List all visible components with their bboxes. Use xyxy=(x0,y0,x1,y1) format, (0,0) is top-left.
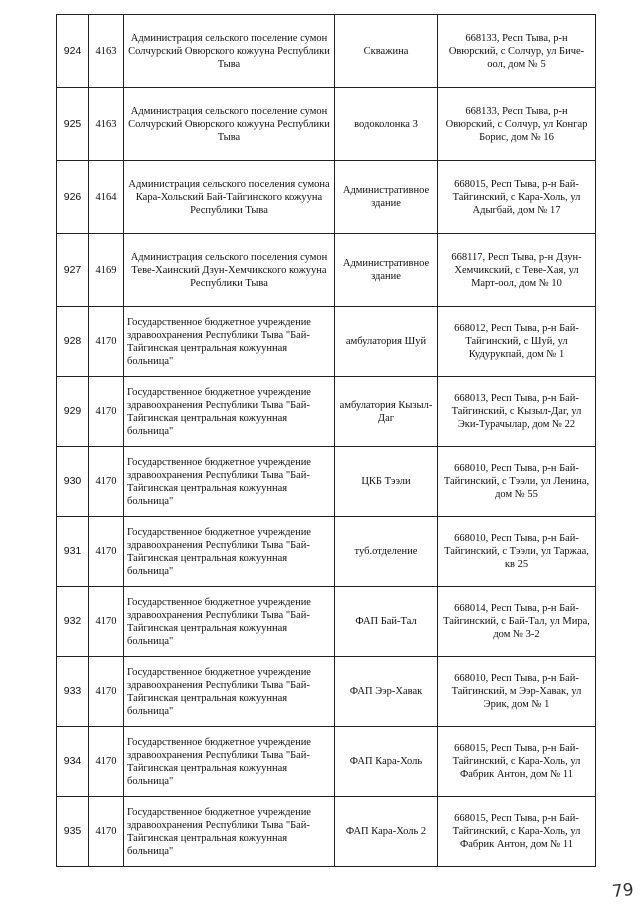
organization-name: Государственное бюджетное учреждение здравоохранения Республики Тыва "Бай-Тайгинская центральная кожуунная больница" xyxy=(124,517,335,587)
organization-name: Государственное бюджетное учреждение здравоохранения Республики Тыва "Бай-Тайгинская центральная кожуунная больница" xyxy=(124,657,335,727)
object-address: 668015, Респ Тыва, р-н Бай-Тайгинский, с Кара-Холь, ул Фабрик Антон, дом № 11 xyxy=(438,727,596,797)
row-number: 926 xyxy=(57,161,89,234)
table-row xyxy=(57,377,596,447)
table-row xyxy=(57,15,596,88)
org-code: 4170 xyxy=(89,587,124,657)
organization-name: Государственное бюджетное учреждение здравоохранения Республики Тыва "Бай-Тайгинская центральная кожуунная больница" xyxy=(124,447,335,517)
organization-name: Государственное бюджетное учреждение здравоохранения Республики Тыва "Бай-Тайгинская центральная кожуунная больница" xyxy=(124,307,335,377)
organization-name: Государственное бюджетное учреждение здравоохранения Республики Тыва "Бай-Тайгинская центральная кожуунная больница" xyxy=(124,377,335,447)
organization-name: Государственное бюджетное учреждение здравоохранения Республики Тыва "Бай-Тайгинская центральная кожуунная больница" xyxy=(124,727,335,797)
org-code: 4170 xyxy=(89,657,124,727)
table-row xyxy=(57,657,596,727)
object-address: 668133, Респ Тыва, р-н Овюрский, с Солчур, ул Биче-оол, дом № 5 xyxy=(438,15,596,88)
object-name: амбулатория Шуй xyxy=(335,307,438,377)
object-name: водоколонка 3 xyxy=(335,88,438,161)
row-number: 925 xyxy=(57,88,89,161)
org-code: 4170 xyxy=(89,307,124,377)
object-address: 668014, Респ Тыва, р-н Бай-Тайгинский, с Бай-Тал, ул Мира, дом № 3-2 xyxy=(438,587,596,657)
organization-name: Государственное бюджетное учреждение здравоохранения Республики Тыва "Бай-Тайгинская центральная кожуунная больница" xyxy=(124,797,335,867)
table-row xyxy=(57,88,596,161)
object-address: 668015, Респ Тыва, р-н Бай-Тайгинский, с Кара-Холь, ул Фабрик Антон, дом № 11 xyxy=(438,797,596,867)
table-row xyxy=(57,517,596,587)
organization-name: Администрация сельского поселение сумон Солчурский Овюрского кожууна Республики Тыва xyxy=(124,88,335,161)
object-address: 668013, Респ Тыва, р-н Бай-Тайгинский, с Кызыл-Даг, ул Эки-Турачылар, дом № 22 xyxy=(438,377,596,447)
object-name: Административное здание xyxy=(335,161,438,234)
object-address: 668015, Респ Тыва, р-н Бай-Тайгинский, с Кара-Холь, ул Адыгбай, дом № 17 xyxy=(438,161,596,234)
row-number: 932 xyxy=(57,587,89,657)
organization-name: Администрация сельского поселение сумон Солчурский Овюрского кожууна Республики Тыва xyxy=(124,15,335,88)
object-name: ФАП Бай-Тал xyxy=(335,587,438,657)
object-name: амбулатория Кызыл-Даг xyxy=(335,377,438,447)
object-address: 668117, Респ Тыва, р-н Дзун-Хемчикский, с Теве-Хая, ул Март-оол, дом № 10 xyxy=(438,234,596,307)
object-name: туб.отделение xyxy=(335,517,438,587)
row-number: 929 xyxy=(57,377,89,447)
object-name: Административное здание xyxy=(335,234,438,307)
organization-name: Администрация сельского поселения сумон Теве-Хаинский Дзун-Хемчикского кожууна Республики Тыва xyxy=(124,234,335,307)
object-name: ЦКБ Тээли xyxy=(335,447,438,517)
org-code: 4169 xyxy=(89,234,124,307)
org-code: 4170 xyxy=(89,377,124,447)
object-address: 668012, Респ Тыва, р-н Бай-Тайгинский, с Шуй, ул Кудурукпай, дом № 1 xyxy=(438,307,596,377)
row-number: 931 xyxy=(57,517,89,587)
object-name: Скважина xyxy=(335,15,438,88)
row-number: 924 xyxy=(57,15,89,88)
row-number: 927 xyxy=(57,234,89,307)
object-name: ФАП Ээр-Хавак xyxy=(335,657,438,727)
org-code: 4170 xyxy=(89,447,124,517)
object-address: 668010, Респ Тыва, р-н Бай-Тайгинский, с Тээли, ул Таржаа, кв 25 xyxy=(438,517,596,587)
row-number: 928 xyxy=(57,307,89,377)
registry-table xyxy=(56,14,596,867)
row-number: 935 xyxy=(57,797,89,867)
table-row xyxy=(57,161,596,234)
organization-name: Администрация сельского поселения сумона Кара-Хольский Бай-Тайгинского кожууна Республики Тыва xyxy=(124,161,335,234)
org-code: 4163 xyxy=(89,15,124,88)
object-address: 668010, Респ Тыва, р-н Бай-Тайгинский, м Ээр-Хавак, ул Эрик, дом № 1 xyxy=(438,657,596,727)
object-address: 668133, Респ Тыва, р-н Овюрский, с Солчур, ул Конгар Борис, дом № 16 xyxy=(438,88,596,161)
org-code: 4170 xyxy=(89,797,124,867)
table-row xyxy=(57,234,596,307)
table-row xyxy=(57,307,596,377)
table-row xyxy=(57,727,596,797)
org-code: 4163 xyxy=(89,88,124,161)
object-name: ФАП Кара-Холь 2 xyxy=(335,797,438,867)
page-number: 79 xyxy=(611,879,635,903)
object-name: ФАП Кара-Холь xyxy=(335,727,438,797)
table-row xyxy=(57,587,596,657)
org-code: 4164 xyxy=(89,161,124,234)
org-code: 4170 xyxy=(89,517,124,587)
row-number: 934 xyxy=(57,727,89,797)
row-number: 933 xyxy=(57,657,89,727)
table-row xyxy=(57,797,596,867)
organization-name: Государственное бюджетное учреждение здравоохранения Республики Тыва "Бай-Тайгинская центральная кожуунная больница" xyxy=(124,587,335,657)
row-number: 930 xyxy=(57,447,89,517)
org-code: 4170 xyxy=(89,727,124,797)
table-row xyxy=(57,447,596,517)
object-address: 668010, Респ Тыва, р-н Бай-Тайгинский, с Тээли, ул Ленина, дом № 55 xyxy=(438,447,596,517)
